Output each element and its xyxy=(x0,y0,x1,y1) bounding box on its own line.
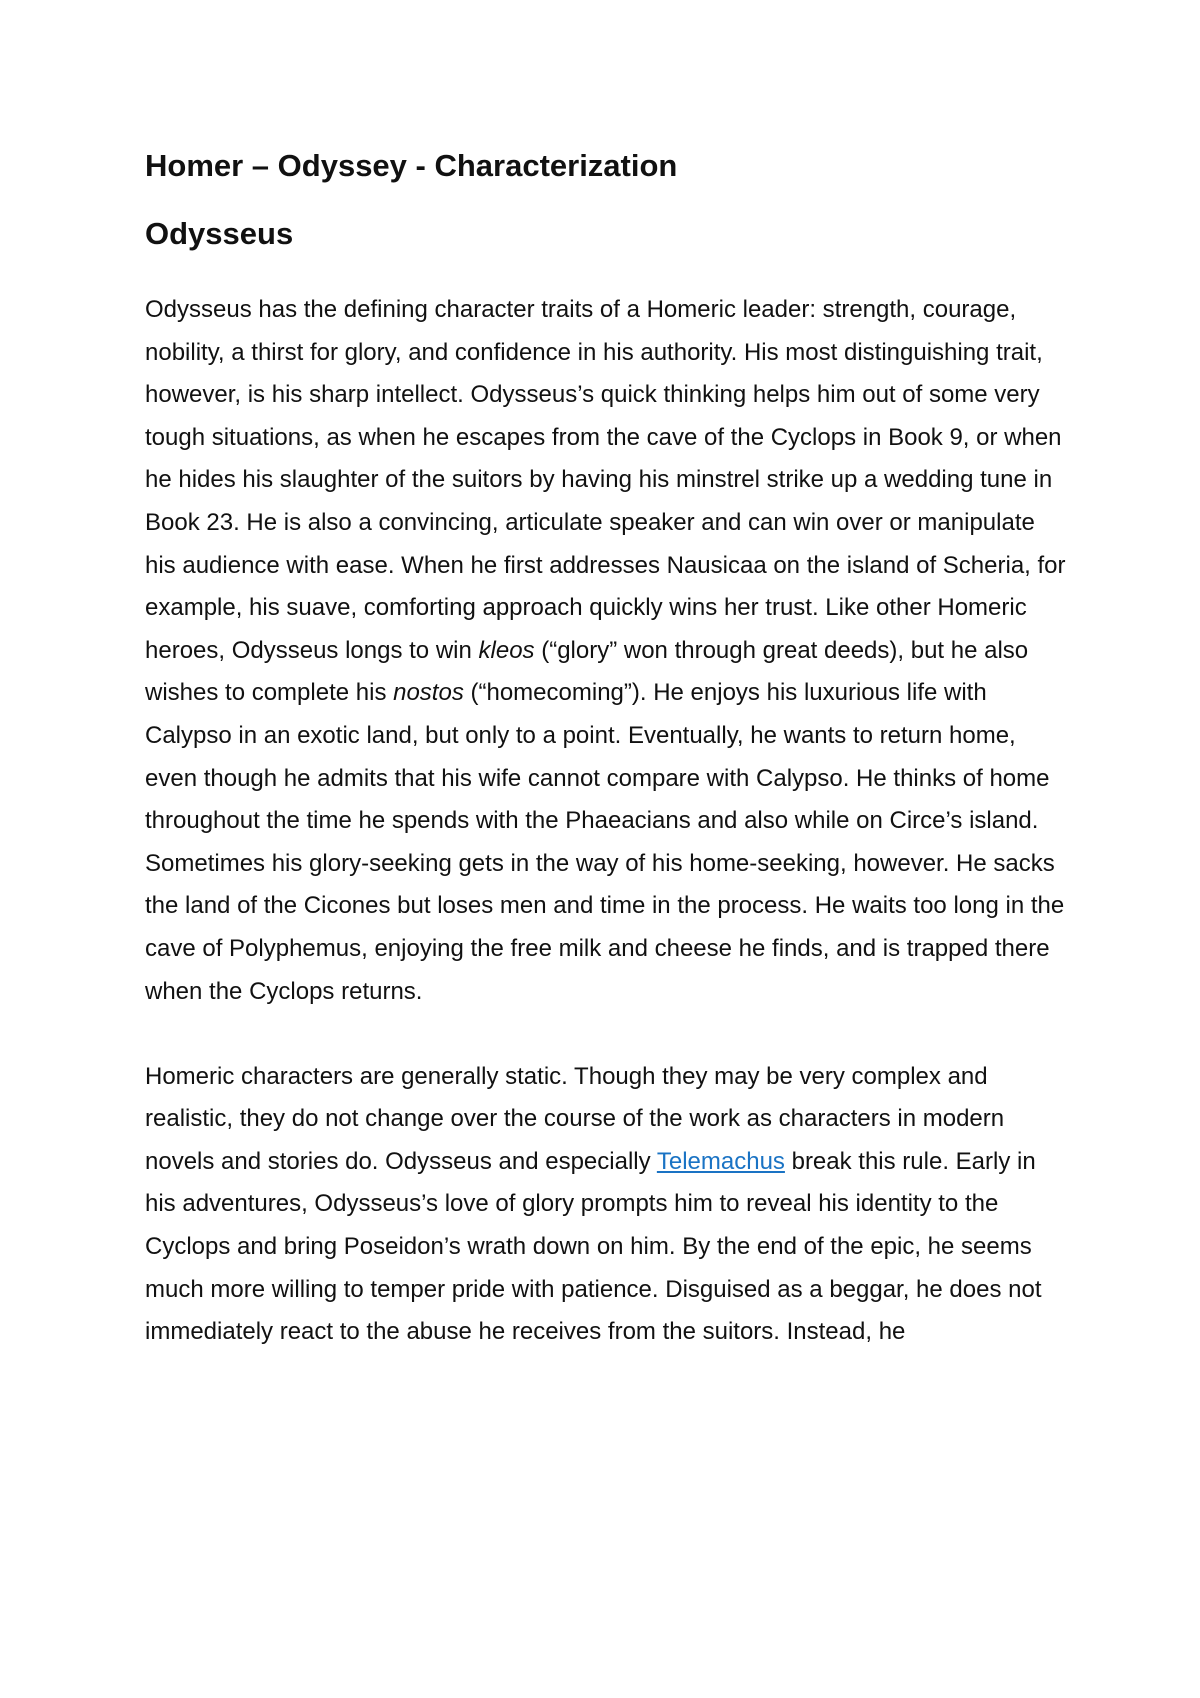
paragraph-text: Odysseus has the defining character traits of a Homeric leader: strength, courage, nobility, a thirst for glory, and confidence in his authority. His most distinguishing trait, however, is his sharp intellect. Odysseus’s quick thinking helps him out of some very tough situations, as when he escapes from the cave of the Cyclops in Book 9, or when he hides his slaughter of the suitors by having his minstrel strike up a wedding tune in Book 23. He is also a convincing, articulate speaker and can win over or manipulate his audience with ease. When he first addresses Nausicaa on the island of Scheria, for example, his suave, comforting approach quickly wins her trust. Like other Homeric heroes, Odysseus longs to win xyxy=(145,296,1066,664)
paragraph-text: (“homecoming”). He enjoys his luxurious life with Calypso in an exotic land, but only to a point. Eventually, he wants to return home, even though he admits that his wife cannot compare with Calypso. He thinks of home throughout the time he spends with the Phaeacians and also while on Circe’s island. Sometimes his glory-seeking gets in the way of his home-seeking, however. He sacks the land of the Cicones but loses men and time in the process. He waits too long in the cave of Polyphemus, enjoying the free milk and cheese he finds, and is trapped there when the Cyclops returns. xyxy=(145,679,1065,1005)
document-page xyxy=(145,138,1070,1354)
document-title: Homer – Odyssey - Characterization xyxy=(145,148,678,183)
italic-term-kleos: kleos xyxy=(478,636,535,664)
paragraph-text: (“glory” won through great deeds), but he also wishes to complete his xyxy=(145,636,1029,707)
telemachus-link[interactable]: Telemachus xyxy=(656,1147,785,1175)
paragraph-static-characters xyxy=(145,1056,1070,1354)
section-heading: Odysseus xyxy=(145,216,294,251)
italic-term-nostos: nostos xyxy=(393,679,464,707)
paragraph-text: Homeric characters are generally static. Though they may be very complex and realistic, they do not change over the course of the work as characters in modern novels and stories do. Odysseus and especially xyxy=(145,1062,1005,1175)
paragraph-text: break this rule. Early in his adventures, Odysseus’s love of glory prompts him to reveal his identity to the Cyclops and bring Poseidon’s wrath down on him. By the end of the epic, he seems much more willing to temper pride with patience. Disguised as a beggar, he does not immediately react to the abuse he receives from the suitors. Instead, he xyxy=(145,1147,1042,1346)
paragraph-spacer xyxy=(145,1013,1070,1056)
paragraph-odysseus-traits xyxy=(145,289,1070,1013)
